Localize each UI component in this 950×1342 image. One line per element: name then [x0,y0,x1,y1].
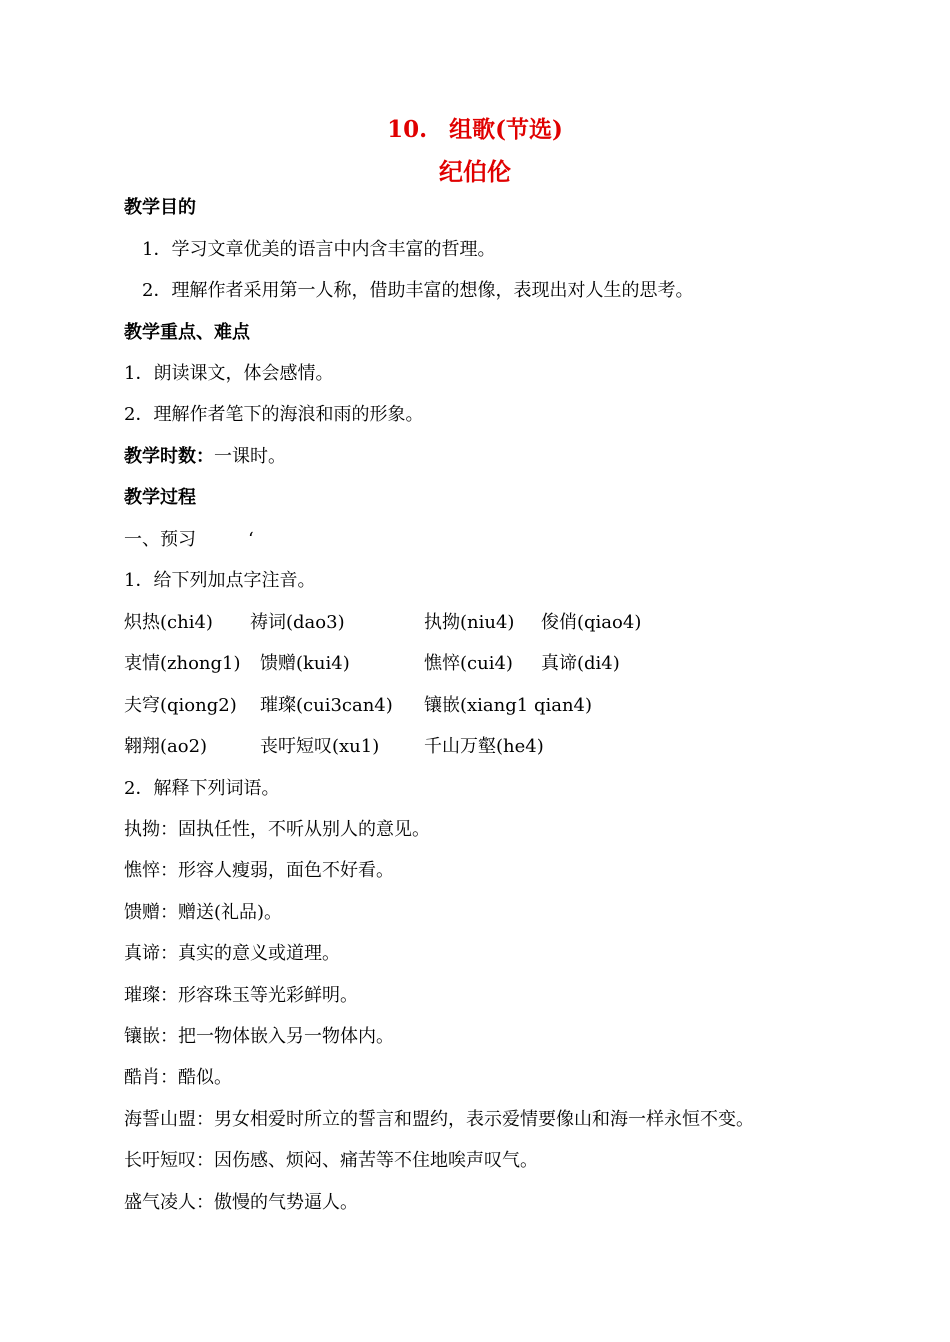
stray-mark: ‘ [248,529,254,550]
pinyin-cell: 馈赠(kui4) [260,653,350,674]
lesson-name: 组歌(节选) [449,116,563,143]
pinyin-cell: 镶嵌(xiang1 qian4) [424,695,593,716]
definition-item: 盛气凌人：傲慢的气势逼人。 [124,1192,358,1213]
key-point-item: 2．理解作者笔下的海浪和雨的形象。 [124,404,424,425]
pinyin-cell: 俊俏(qiao4) [541,612,642,633]
author-name: 纪伯伦 [439,157,511,186]
definition-item: 真谛：真实的意义或道理。 [124,943,340,964]
task-definitions: 2．解释下列词语。 [124,778,280,799]
definition-item: 镶嵌：把一物体嵌入另一物体内。 [124,1026,394,1047]
definition-item: 馈赠：赠送(礼品)。 [124,902,283,923]
definition-item: 执拗：固执任性，不听从别人的意见。 [124,819,430,840]
lesson-title [0,111,950,144]
pinyin-cell: 衷情(zhong1) [124,653,241,674]
section-preview [124,528,254,552]
teaching-hours-label: 教学时数： [124,446,214,467]
teaching-hours [124,445,286,469]
pinyin-cell: 千山万壑(he4) [424,736,544,757]
pinyin-cell: 丧吁短叹(xu1) [260,736,380,757]
pinyin-cell: 憔悴(cui4) [424,653,513,674]
pinyin-cell: 翱翔(ao2) [124,736,208,757]
teaching-hours-value: 一课时。 [214,446,286,467]
pinyin-cell: 璀璨(cui3can4) [260,695,393,716]
pinyin-cell: 真谛(di4) [541,653,620,674]
definition-item: 长吁短叹：因伤感、烦闷、痛苦等不住地唉声叹气。 [124,1150,538,1171]
definition-item: 憔悴：形容人瘦弱，面色不好看。 [124,860,394,881]
task-pinyin: 1．给下列加点字注音。 [124,570,316,591]
key-points-heading: 教学重点、难点 [124,322,250,343]
objectives-heading: 教学目的 [124,197,196,218]
pinyin-cell: 祷词(dao3) [250,612,345,633]
lesson-number: 10. [387,116,428,143]
objective-item: 2．理解作者采用第一人称，借助丰富的想像，表现出对人生的思考。 [142,280,694,301]
pinyin-cell: 执拗(niu4) [424,612,515,633]
pinyin-cell: 夫穹(qiong2) [124,695,237,716]
pinyin-cell: 炽热(chi4) [124,612,213,633]
process-heading: 教学过程 [124,487,196,508]
objective-item: 1．学习文章优美的语言中内含丰富的哲理。 [142,239,496,260]
section-preview-label: 一、预习 [124,529,196,550]
definition-item: 海誓山盟：男女相爱时所立的誓言和盟约，表示爱情要像山和海一样永恒不变。 [124,1109,754,1130]
definition-item: 璀璨：形容珠玉等光彩鲜明。 [124,985,358,1006]
key-point-item: 1．朗读课文，体会感情。 [124,363,334,384]
definition-item: 酷肖：酷似。 [124,1067,232,1088]
